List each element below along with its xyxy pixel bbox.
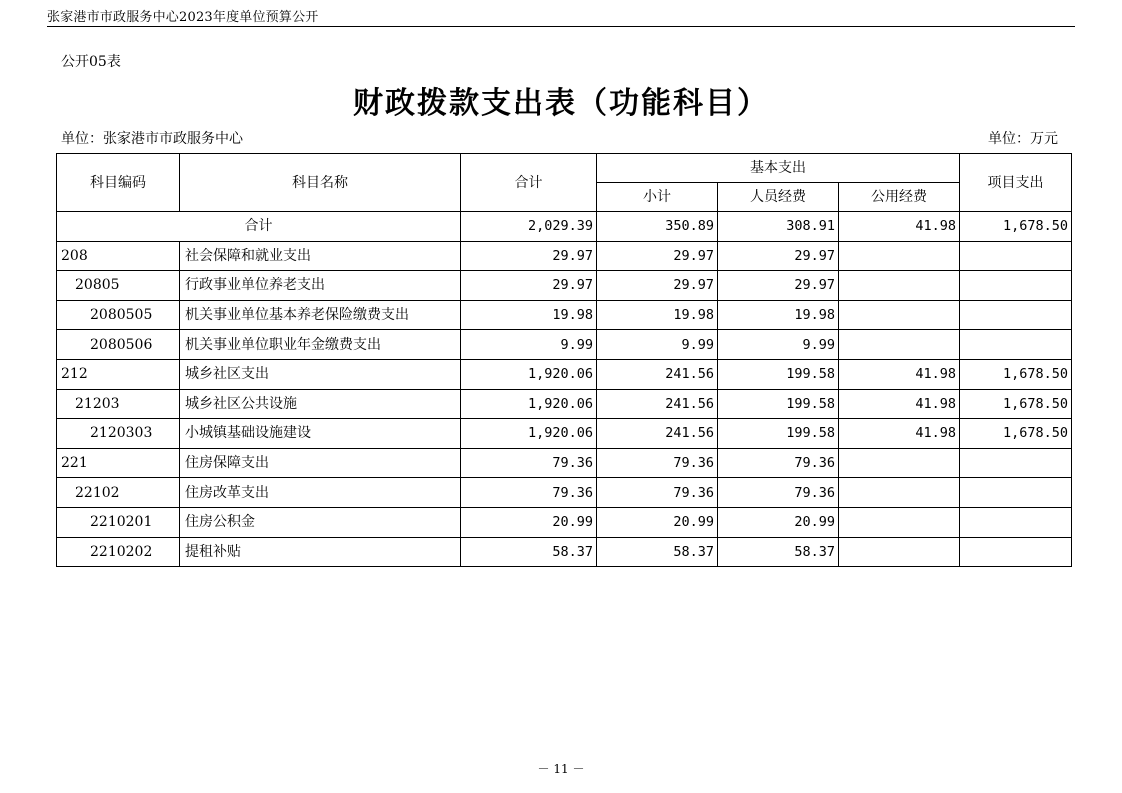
document-header: 张家港市市政服务中心2023年度单位预算公开 <box>47 10 319 25</box>
row-code: 20805 <box>57 271 180 301</box>
header-public: 公用经费 <box>839 183 960 212</box>
unit-currency: 单位：万元 <box>988 131 1058 147</box>
row-subtotal: 58.37 <box>597 537 718 567</box>
row-project <box>960 537 1072 567</box>
table-row <box>57 448 1072 478</box>
header-personnel: 人员经费 <box>718 183 839 212</box>
row-personnel: 79.36 <box>718 448 839 478</box>
table-row <box>57 478 1072 508</box>
header-basic: 基本支出 <box>597 154 960 183</box>
header-total: 合计 <box>461 154 597 212</box>
header-name: 科目名称 <box>180 154 461 212</box>
row-personnel: 199.58 <box>718 389 839 419</box>
table-row <box>57 330 1072 360</box>
header-code: 科目编码 <box>57 154 180 212</box>
row-public <box>839 448 960 478</box>
row-name: 住房保障支出 <box>180 448 461 478</box>
row-total: 79.36 <box>461 478 597 508</box>
row-project: 1,678.50 <box>960 389 1072 419</box>
totals-row <box>57 212 1072 242</box>
row-name: 行政事业单位养老支出 <box>180 271 461 301</box>
row-personnel: 20.99 <box>718 507 839 537</box>
row-personnel: 9.99 <box>718 330 839 360</box>
row-public: 41.98 <box>839 359 960 389</box>
row-total: 58.37 <box>461 537 597 567</box>
row-total: 29.97 <box>461 271 597 301</box>
row-code: 2080505 <box>57 300 180 330</box>
table-row <box>57 507 1072 537</box>
row-total: 20.99 <box>461 507 597 537</box>
row-total: 79.36 <box>461 448 597 478</box>
row-personnel: 58.37 <box>718 537 839 567</box>
totals-subtotal: 350.89 <box>597 212 718 242</box>
row-project <box>960 448 1072 478</box>
row-name: 住房公积金 <box>180 507 461 537</box>
row-subtotal: 79.36 <box>597 478 718 508</box>
row-subtotal: 79.36 <box>597 448 718 478</box>
row-code: 22102 <box>57 478 180 508</box>
row-name: 住房改革支出 <box>180 478 461 508</box>
row-project <box>960 271 1072 301</box>
row-public <box>839 330 960 360</box>
row-subtotal: 241.56 <box>597 389 718 419</box>
row-subtotal: 20.99 <box>597 507 718 537</box>
row-total: 1,920.06 <box>461 419 597 449</box>
unit-organization: 单位：张家港市市政服务中心 <box>61 131 243 147</box>
table-row <box>57 241 1072 271</box>
row-project <box>960 241 1072 271</box>
table-row <box>57 389 1072 419</box>
row-personnel: 29.97 <box>718 271 839 301</box>
row-name: 机关事业单位基本养老保险缴费支出 <box>180 300 461 330</box>
row-code: 21203 <box>57 389 180 419</box>
table-row <box>57 271 1072 301</box>
row-project <box>960 507 1072 537</box>
row-project <box>960 330 1072 360</box>
row-personnel: 79.36 <box>718 478 839 508</box>
table-row <box>57 537 1072 567</box>
table-row <box>57 359 1072 389</box>
row-subtotal: 29.97 <box>597 271 718 301</box>
row-name: 城乡社区支出 <box>180 359 461 389</box>
row-subtotal: 9.99 <box>597 330 718 360</box>
row-name: 社会保障和就业支出 <box>180 241 461 271</box>
row-public <box>839 507 960 537</box>
row-public <box>839 271 960 301</box>
table-number: 公开05表 <box>61 54 121 70</box>
totals-personnel: 308.91 <box>718 212 839 242</box>
table-row <box>57 419 1072 449</box>
row-public <box>839 478 960 508</box>
row-personnel: 29.97 <box>718 241 839 271</box>
row-name: 机关事业单位职业年金缴费支出 <box>180 330 461 360</box>
row-code: 2210201 <box>57 507 180 537</box>
row-project: 1,678.50 <box>960 419 1072 449</box>
row-subtotal: 19.98 <box>597 300 718 330</box>
row-public: 41.98 <box>839 389 960 419</box>
row-total: 9.99 <box>461 330 597 360</box>
row-total: 1,920.06 <box>461 359 597 389</box>
row-code: 212 <box>57 359 180 389</box>
row-personnel: 19.98 <box>718 300 839 330</box>
row-code: 221 <box>57 448 180 478</box>
row-code: 2080506 <box>57 330 180 360</box>
header-subtotal: 小计 <box>597 183 718 212</box>
row-subtotal: 241.56 <box>597 419 718 449</box>
totals-label: 合计 <box>57 212 461 242</box>
row-total: 29.97 <box>461 241 597 271</box>
totals-public: 41.98 <box>839 212 960 242</box>
page-title: 财政拨款支出表（功能科目） <box>353 86 769 121</box>
row-code: 2120303 <box>57 419 180 449</box>
row-public <box>839 537 960 567</box>
row-public: 41.98 <box>839 419 960 449</box>
page-number: － 11 － <box>537 762 585 776</box>
row-code: 2210202 <box>57 537 180 567</box>
row-personnel: 199.58 <box>718 359 839 389</box>
row-code: 208 <box>57 241 180 271</box>
row-total: 19.98 <box>461 300 597 330</box>
row-public <box>839 241 960 271</box>
header-divider <box>47 26 1075 27</box>
row-project <box>960 300 1072 330</box>
row-name: 城乡社区公共设施 <box>180 389 461 419</box>
row-subtotal: 241.56 <box>597 359 718 389</box>
budget-table <box>56 153 1072 567</box>
row-public <box>839 300 960 330</box>
table-row <box>57 300 1072 330</box>
row-subtotal: 29.97 <box>597 241 718 271</box>
row-name: 提租补贴 <box>180 537 461 567</box>
row-project: 1,678.50 <box>960 359 1072 389</box>
row-total: 1,920.06 <box>461 389 597 419</box>
header-project: 项目支出 <box>960 154 1072 212</box>
row-project <box>960 478 1072 508</box>
totals-project: 1,678.50 <box>960 212 1072 242</box>
row-name: 小城镇基础设施建设 <box>180 419 461 449</box>
row-personnel: 199.58 <box>718 419 839 449</box>
totals-total: 2,029.39 <box>461 212 597 242</box>
